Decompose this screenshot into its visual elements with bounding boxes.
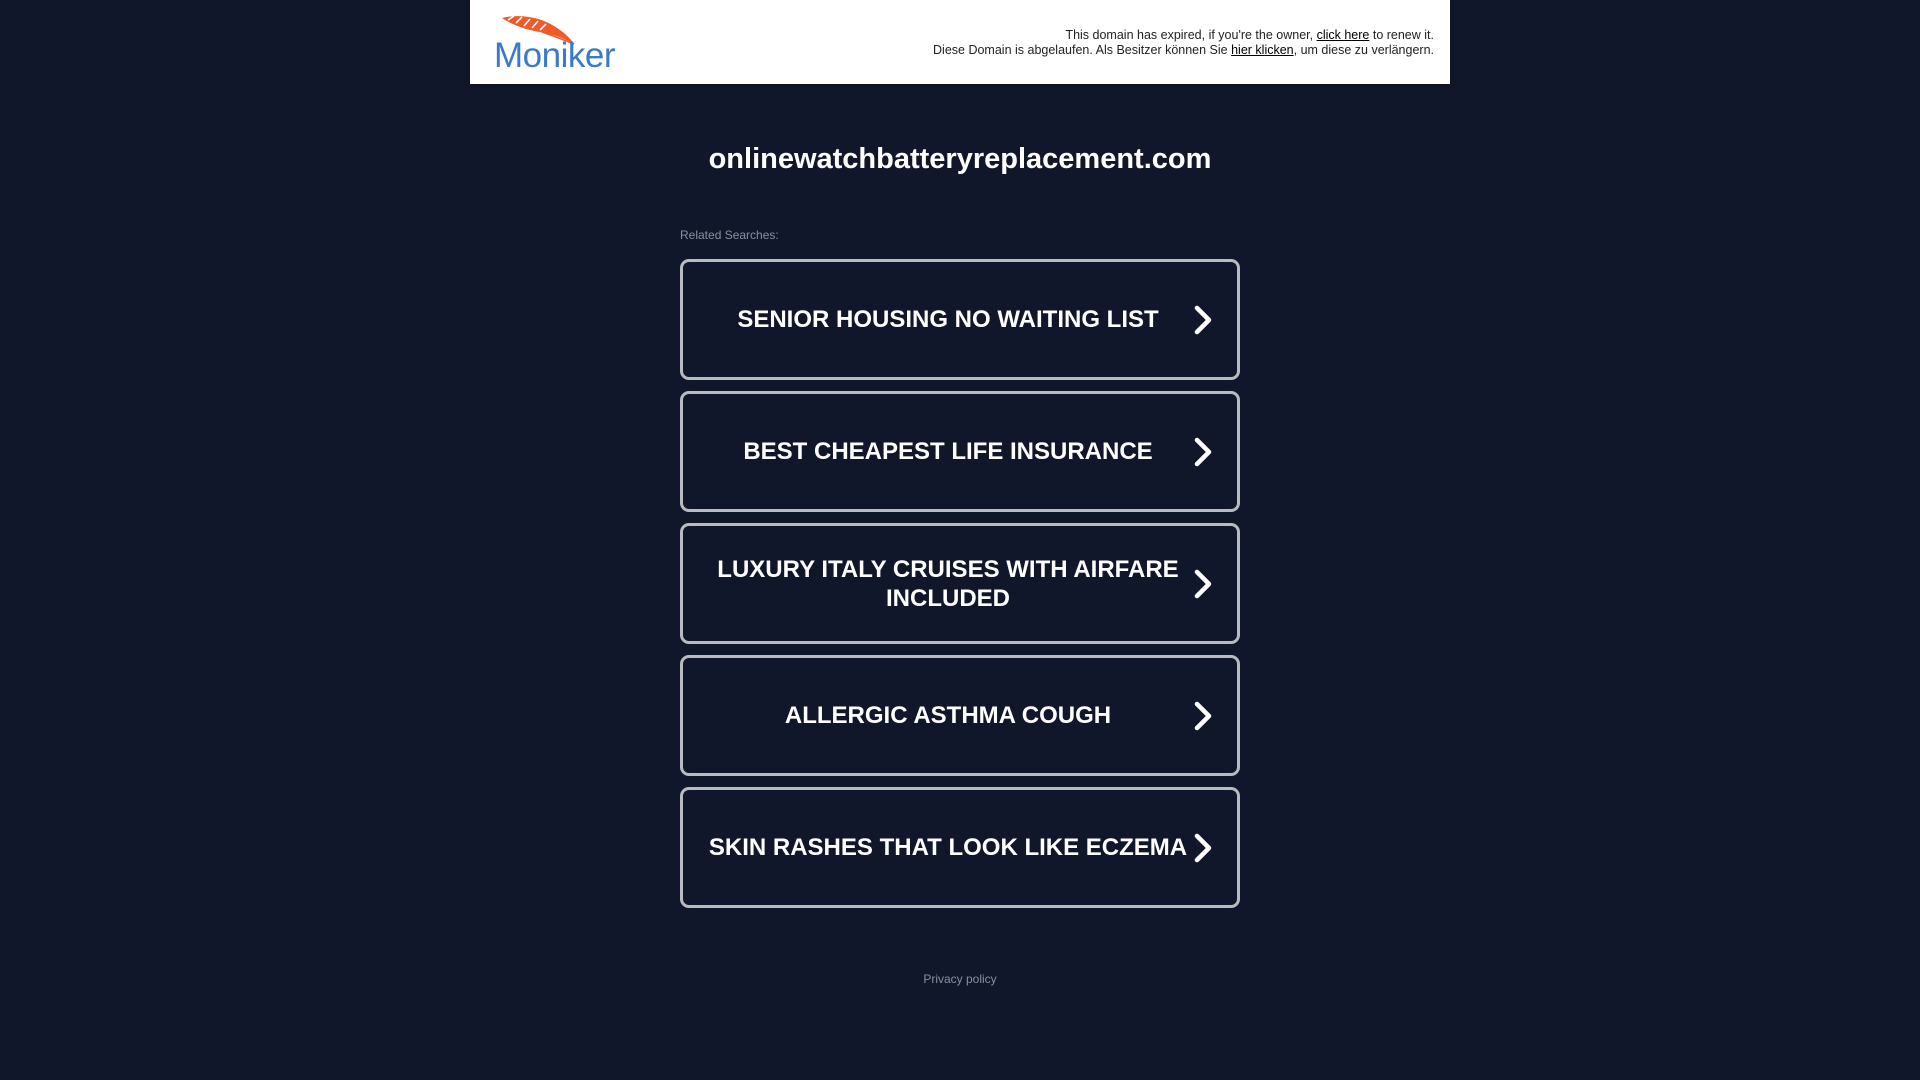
chevron-right-icon — [1193, 437, 1213, 467]
notice-de-prefix: Diese Domain is abgelaufen. Als Besitzer können Sie — [933, 43, 1232, 57]
related-search-label: SKIN RASHES THAT LOOK LIKE ECZEMA — [708, 834, 1188, 861]
related-search-label: BEST CHEAPEST LIFE INSURANCE — [743, 438, 1153, 465]
chevron-right-icon — [1193, 701, 1213, 731]
related-search-label: LUXURY ITALY CRUISES WITH AIRFARE INCLUDED — [717, 555, 1179, 612]
notice-de-suffix: , um diese zu verlängern. — [1293, 43, 1434, 57]
top-banner — [470, 0, 1450, 84]
related-searches-label: Related Searches: — [680, 228, 779, 242]
related-searches-list — [680, 259, 1240, 919]
notice-english — [933, 28, 1434, 43]
moniker-logo[interactable] — [494, 12, 634, 74]
notice-en-prefix: This domain has expired, if you're the owner, — [1065, 28, 1317, 42]
chevron-right-icon — [1193, 569, 1213, 599]
related-search-label: ALLERGIC ASTHMA COUGH — [784, 702, 1112, 729]
related-search-link[interactable] — [680, 787, 1240, 908]
related-search-link[interactable] — [680, 523, 1240, 644]
renew-link-en[interactable]: click here — [1316, 28, 1370, 42]
chevron-right-icon — [1193, 833, 1213, 863]
related-search-label: SENIOR HOUSING NO WAITING LIST — [737, 306, 1159, 333]
footer — [0, 972, 1920, 986]
related-search-link[interactable] — [680, 259, 1240, 380]
related-search-link[interactable] — [680, 655, 1240, 776]
notice-german — [933, 43, 1434, 58]
related-search-link[interactable] — [680, 391, 1240, 512]
privacy-policy-link[interactable]: Privacy policy — [923, 972, 997, 986]
chevron-right-icon — [1193, 305, 1213, 335]
notice-en-suffix: to renew it. — [1369, 28, 1434, 42]
expiry-notice — [933, 28, 1434, 58]
renew-link-de[interactable]: hier klicken — [1231, 43, 1294, 57]
logo-text: Moniker — [494, 36, 615, 75]
domain-title: onlinewatchbatteryreplacement.com — [708, 143, 1212, 175]
